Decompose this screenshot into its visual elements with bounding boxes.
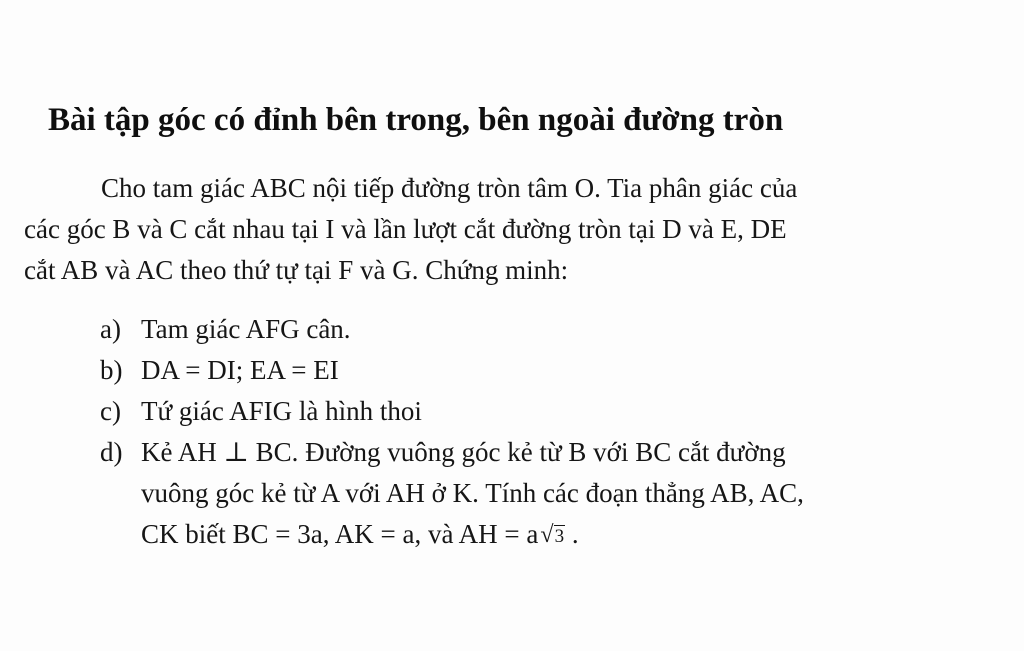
problem-items-list — [100, 309, 1020, 557]
item-line: vuông góc kẻ từ A với AH ở K. Tính các đoạn thẳng AB, AC, — [141, 478, 804, 508]
square-root-expression — [540, 515, 565, 557]
item-marker: a) — [100, 314, 121, 344]
item-marker: d) — [100, 437, 123, 467]
radicand: 3 — [554, 526, 565, 547]
intro-line: các góc B và C cắt nhau tại I và lần lượt cắt đường tròn tại D và E, DE — [24, 214, 787, 244]
item-marker: b) — [100, 355, 123, 385]
intro-line: Cho tam giác ABC nội tiếp đường tròn tâm O. Tia phân giác của — [101, 173, 798, 203]
item-body — [141, 391, 1020, 432]
item-line: DA = DI; EA = EI — [141, 355, 339, 385]
item-line: Tứ giác AFIG là hình thoi — [141, 396, 422, 426]
item-line: Tam giác AFG cân. — [141, 314, 351, 344]
item-body — [141, 309, 1020, 350]
item-line-with-math — [141, 514, 1020, 557]
list-item-c — [100, 391, 1020, 432]
intro-line: cắt AB và AC theo thứ tự tại F và G. Chứng minh: — [24, 255, 569, 285]
item-line: Kẻ AH ⊥ BC. Đường vuông góc kẻ từ B với BC cắt đường — [141, 437, 786, 467]
page-title: Bài tập góc có đỉnh bên trong, bên ngoài đường tròn — [48, 102, 784, 138]
problem-intro — [24, 168, 1014, 291]
list-item-d — [100, 432, 1020, 557]
item-marker: c) — [100, 396, 121, 426]
item-body — [141, 432, 1020, 557]
radical-sign: √ — [540, 522, 554, 548]
list-item-a — [100, 309, 1020, 350]
sentence-end: . — [571, 519, 579, 549]
item-line-text: CK biết BC = 3a, AK = a, và AH = a — [141, 519, 539, 549]
item-body — [141, 350, 1020, 391]
list-item-b — [100, 350, 1020, 391]
